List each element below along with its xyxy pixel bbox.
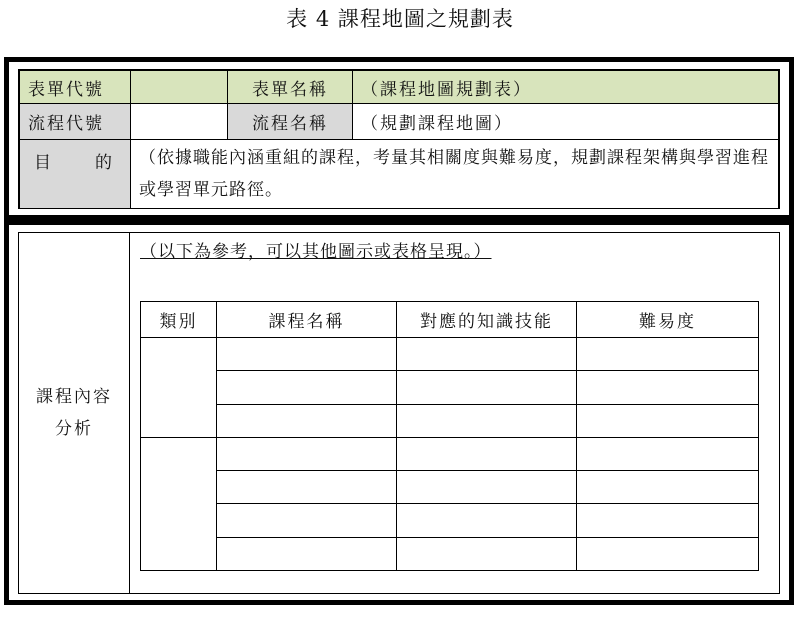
table-row	[141, 537, 759, 570]
table-cell	[217, 504, 397, 537]
analysis-label-line2: 分析	[55, 419, 93, 439]
process-code-value	[131, 104, 228, 140]
table-row	[141, 437, 759, 470]
table-cell	[397, 537, 577, 570]
purpose-text: （依據職能內涵重組的課程，考量其相關度與難易度，規劃課程架構與學習進程或學習單元路徑。	[131, 140, 779, 209]
analysis-label-line1: 課程內容	[36, 387, 112, 407]
table-cell	[397, 471, 577, 504]
table-cell	[577, 371, 759, 404]
table-cell	[577, 471, 759, 504]
table-cell	[217, 437, 397, 470]
reference-note: （以下為參考，可以其他圖示或表格呈現。）	[140, 242, 492, 262]
table-cell	[577, 404, 759, 437]
table-cell	[397, 437, 577, 470]
table-cell	[217, 338, 397, 371]
table-cell	[577, 504, 759, 537]
analysis-container	[18, 232, 780, 594]
header-table-container	[18, 69, 780, 209]
table-cell	[577, 437, 759, 470]
category-cell	[141, 437, 217, 570]
analysis-label	[36, 381, 112, 445]
table-cell	[577, 338, 759, 371]
analysis-frame	[4, 220, 794, 605]
table-cell	[577, 537, 759, 570]
form-name-label: 表單名稱	[228, 71, 353, 104]
table-cell	[397, 404, 577, 437]
table-cell	[397, 371, 577, 404]
column-header-difficulty: 難易度	[577, 302, 759, 338]
table-row	[141, 504, 759, 537]
table-row	[141, 471, 759, 504]
column-header-course-name: 課程名稱	[217, 302, 397, 338]
table-cell	[217, 537, 397, 570]
form-code-value	[131, 71, 228, 104]
table-cell	[397, 504, 577, 537]
purpose-label-part2: 的	[95, 153, 112, 173]
table-cell	[217, 471, 397, 504]
column-header-knowledge-skills: 對應的知識技能	[397, 302, 577, 338]
header-table	[19, 70, 779, 209]
form-code-label: 表單代號	[20, 71, 131, 104]
purpose-label-part1: 目	[34, 153, 51, 173]
header-frame	[4, 57, 794, 220]
process-code-label: 流程代號	[20, 104, 131, 140]
purpose-label	[20, 140, 131, 209]
category-cell	[141, 338, 217, 438]
course-analysis-table	[140, 301, 759, 571]
table-row	[141, 371, 759, 404]
analysis-label-cell	[19, 233, 130, 593]
table-cell	[217, 404, 397, 437]
table-title: 表 4 課程地圖之規劃表	[286, 7, 514, 31]
table-cell	[217, 371, 397, 404]
column-header-category: 類別	[141, 302, 217, 338]
process-name-value: （規劃課程地圖）	[353, 104, 779, 140]
table-row	[141, 338, 759, 371]
table-row	[141, 404, 759, 437]
table-cell	[397, 338, 577, 371]
process-name-label: 流程名稱	[228, 104, 353, 140]
form-name-value: （課程地圖規劃表）	[353, 71, 779, 104]
